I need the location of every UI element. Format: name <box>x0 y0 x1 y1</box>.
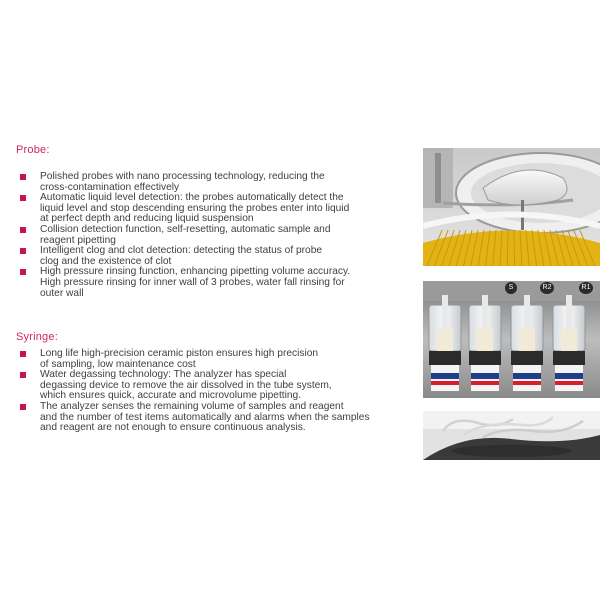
syringe-feature-text: degassing device to remove the air dissolved in the tube system, <box>40 379 332 391</box>
bullet-square-icon <box>20 351 26 357</box>
syringe-feature-list <box>16 349 411 434</box>
syringe-feature-item <box>16 370 411 402</box>
probe-photo <box>423 148 600 266</box>
syringe-feature-item <box>16 349 411 370</box>
bullet-square-icon <box>20 227 26 233</box>
bullet-square-icon <box>20 174 26 180</box>
probe-feature-item <box>16 267 411 299</box>
probe-feature-item <box>16 193 411 225</box>
syringe-feature-item <box>16 402 411 434</box>
probe-feature-item <box>16 225 411 246</box>
syringe-photo <box>423 281 600 398</box>
bullet-square-icon <box>20 195 26 201</box>
syringe-feature-text: Water degassing technology: The analyzer has special <box>40 369 287 381</box>
probe-feature-text: Collision detection function, self-resetting, automatic sample and <box>40 223 331 235</box>
probe-feature-list <box>16 172 411 299</box>
syringe-label-s: S <box>505 282 517 294</box>
bullet-square-icon <box>20 404 26 410</box>
probe-section-title: Probe: <box>16 144 50 156</box>
probe-feature-text: Intelligent clog and clot detection: detecting the status of probe <box>40 245 323 257</box>
degassing-photo <box>423 411 600 460</box>
syringe-feature-text: and reagent are not enough to ensure continuous analysis. <box>40 422 306 434</box>
bullet-square-icon <box>20 269 26 275</box>
syringe-feature-text: and the number of test items automatically and alarms when the samples <box>40 411 370 423</box>
probe-feature-text: outer wall <box>40 287 84 299</box>
syringe-label-r1: R1 <box>579 282 593 294</box>
probe-feature-text: clog and the existence of clot <box>40 255 172 267</box>
syringe-feature-text: The analyzer senses the remaining volume of samples and reagent <box>40 400 344 412</box>
probe-feature-text: High pressure rinsing function, enhancing pipetting volume accuracy. <box>40 266 351 278</box>
probe-feature-text: liquid level and stop descending ensuring the probes enter into liquid <box>40 202 350 214</box>
syringe-feature-text: of sampling, low maintenance cost <box>40 358 196 370</box>
syringe-feature-text: which ensures quick, accurate and microvolume pipetting. <box>40 390 302 402</box>
probe-feature-text: High pressure rinsing for inner wall of 3 probes, water fall rinsing for <box>40 276 345 288</box>
probe-feature-text: at perfect depth and reducing liquid suspension <box>40 213 254 225</box>
bullet-square-icon <box>20 248 26 254</box>
probe-feature-text: reagent pipetting <box>40 234 116 246</box>
syringe-section-title: Syringe: <box>16 331 58 343</box>
syringe-feature-text: Long life high-precision ceramic piston ensures high precision <box>40 348 319 359</box>
probe-feature-item <box>16 172 411 193</box>
syringe-label-r2: R2 <box>540 282 554 294</box>
bullet-square-icon <box>20 372 26 378</box>
probe-feature-item <box>16 246 411 267</box>
probe-feature-text: cross-contamination effectively <box>40 181 180 193</box>
probe-feature-text: Automatic liquid level detection: the probes automatically detect the <box>40 192 344 204</box>
probe-feature-text: Polished probes with nano processing technology, reducing the <box>40 171 325 182</box>
